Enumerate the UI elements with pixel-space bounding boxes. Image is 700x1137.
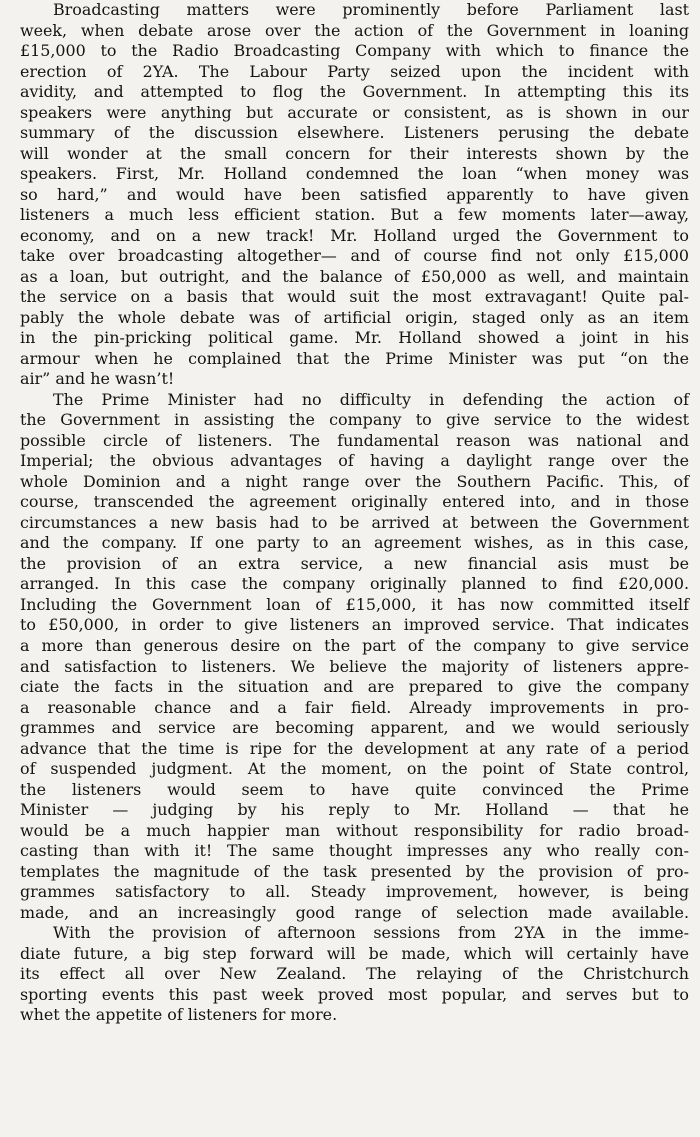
text-line: diate future, a big step forward will be made, which will certainly have <box>20 943 689 963</box>
text-line: grammes and service are becoming apparent, and we would seriously <box>20 718 689 738</box>
text-line: so hard,” and would have been satisfied apparently to have given <box>20 184 689 204</box>
text-line: advance that the time is ripe for the development at any rate of a period <box>20 738 689 758</box>
text-line: and satisfaction to listeners. We believe the majority of listeners appre- <box>20 656 689 676</box>
text-line: as a loan, but outright, and the balance of £50,000 as well, and maintain <box>20 266 689 286</box>
text-line: will wonder at the small concern for their interests shown by the <box>20 143 689 163</box>
text-line: armour when he complained that the Prime Minister was put “on the <box>20 348 689 368</box>
text-line: circumstances a new basis had to be arrived at between the Government <box>20 512 689 532</box>
paragraph-3 <box>20 923 689 1026</box>
text-line: The Prime Minister had no difficulty in defending the action of <box>53 389 689 409</box>
text-line: summary of the discussion elsewhere. Listeners perusing the debate <box>20 123 689 143</box>
text-line: whole Dominion and a night range over the Southern Pacific. This, of <box>20 471 689 491</box>
text-line: made, and an increasingly good range of selection made available. <box>20 902 689 922</box>
text-line: and the company. If one party to an agreement wishes, as in this case, <box>20 533 689 553</box>
text-line: With the provision of afternoon sessions from 2YA in the imme- <box>53 923 689 943</box>
text-line: sporting events this past week proved most popular, and serves but to <box>20 984 689 1004</box>
text-line: a more than generous desire on the part of the company to give service <box>20 635 689 655</box>
text-line: casting than with it! The same thought impresses any who really con- <box>20 841 689 861</box>
text-line: whet the appetite of listeners for more. <box>20 1005 338 1025</box>
text-line: Imperial; the obvious advantages of having a daylight range over the <box>20 451 689 471</box>
text-line: Broadcasting matters were prominently before Parliament last <box>53 0 689 19</box>
text-line: a reasonable chance and a fair field. Already improvements in pro- <box>20 697 689 717</box>
text-line: grammes satisfactory to all. Steady improvement, however, is being <box>20 882 689 902</box>
text-line: listeners a much less efficient station. But a few moments later—away, <box>20 205 689 225</box>
text-line: economy, and on a new track! Mr. Holland urged the Government to <box>20 225 689 245</box>
text-line: ciate the facts in the situation and are prepared to give the company <box>20 677 689 697</box>
text-line: speakers. First, Mr. Holland condemned the loan “when money was <box>20 164 689 184</box>
text-line: in the pin-pricking political game. Mr. Holland showed a joint in his <box>20 328 689 348</box>
text-line: the Government in assisting the company to give service to the widest <box>20 410 689 430</box>
text-line: erection of 2YA. The Labour Party seized upon the incident with <box>20 61 689 81</box>
text-line: Including the Government loan of £15,000, it has now committed itself <box>20 594 689 614</box>
text-line: take over broadcasting altogether— and of course find not only £15,000 <box>20 246 689 266</box>
text-line: arranged. In this case the company originally planned to find £20,000. <box>20 574 689 594</box>
paragraph-1 <box>20 0 689 390</box>
text-line: pably the whole debate was of artificial origin, staged only as an item <box>20 307 689 327</box>
text-line: possible circle of listeners. The fundamental reason was national and <box>20 430 689 450</box>
text-line: speakers were anything but accurate or consistent, as is shown in our <box>20 102 689 122</box>
text-line: Minister — judging by his reply to Mr. Holland — that he <box>20 800 689 820</box>
text-line: of suspended judgment. At the moment, on the point of State control, <box>20 759 689 779</box>
text-line: avidity, and attempted to flog the Government. In attempting this its <box>20 82 689 102</box>
text-line: its effect all over New Zealand. The relaying of the Christchurch <box>20 964 689 984</box>
text-line: the service on a basis that would suit the most extravagant! Quite pal- <box>20 287 689 307</box>
text-line: £15,000 to the Radio Broadcasting Company with which to finance the <box>20 41 689 61</box>
paragraph-2 <box>20 390 689 923</box>
text-line: the listeners would seem to have quite convinced the Prime <box>20 779 689 799</box>
editorial-article <box>20 0 689 1026</box>
text-line: week, when debate arose over the action of the Government in loaning <box>20 20 689 40</box>
text-line: would be a much happier man without responsibility for radio broad- <box>20 820 689 840</box>
text-line: course, transcended the agreement originally entered into, and in those <box>20 492 689 512</box>
text-line: to £50,000, in order to give listeners an improved service. That indicates <box>20 615 689 635</box>
text-line: air” and he wasn’t! <box>20 369 175 389</box>
text-line: templates the magnitude of the task presented by the provision of pro- <box>20 861 689 881</box>
text-line: the provision of an extra service, a new financial asis must be <box>20 553 689 573</box>
